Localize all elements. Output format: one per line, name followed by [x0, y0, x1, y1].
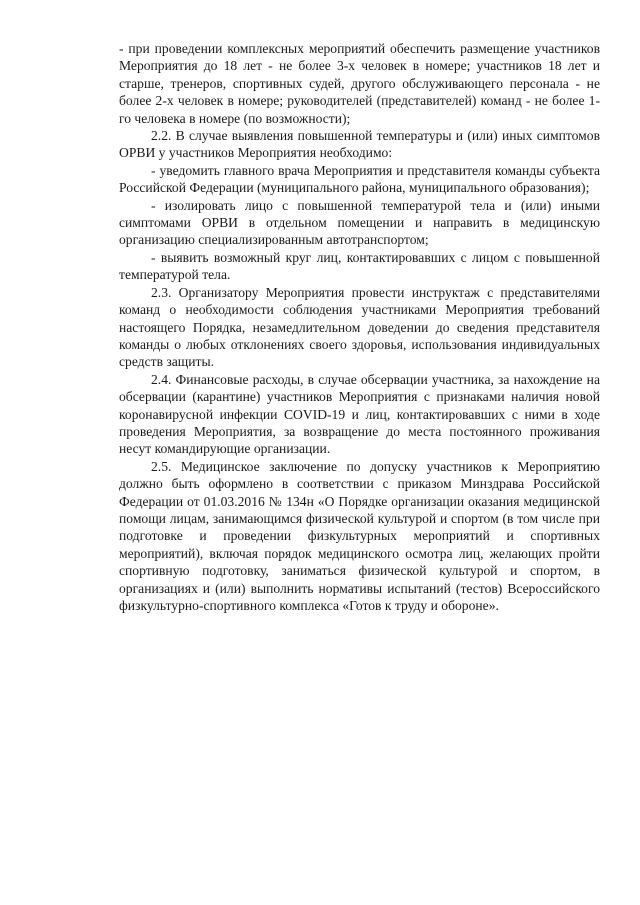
- paragraph-notify: - уведомить главного врача Мероприятия и представителя команды субъекта Российской Федерации (муниципального района, муниципального образования);: [119, 162, 600, 196]
- paragraph-2-4: 2.4. Финансовые расходы, в случае обсервации участника, за нахождение на обсервации (карантине) участников Мероприятия с признаками наличия новой коронавирусной инфекции COVID-19 и лиц, контактировавших с ними в ходе проведения Мероприятия, за возвращение до места постоянного проживания несут командирующие организации.: [119, 371, 600, 457]
- paragraph-identify-contacts: - выявить возможный круг лиц, контактировавших с лицом с повышенной температурой тела.: [119, 249, 600, 283]
- paragraph-accommodation: - при проведении комплексных мероприятий обеспечить размещение участников Мероприятия до 18 лет - не более 3-х человек в номере; участников 18 лет и старше, тренеров, спортивных судей, другого обслуживающего персонала - не более 2-х человек в номере; руководителей (представителей) команд - не более 1-го человека в номере (по возможности);: [119, 41, 600, 126]
- paragraph-isolate: - изолировать лицо с повышенной температурой тела и (или) иными симптомами ОРВИ в отдельном помещении и направить в медицинскую организацию специализированным автотранспортом;: [119, 197, 600, 248]
- paragraph-2-3: 2.3. Организатору Мероприятия провести инструктаж с представителями команд о необходимости соблюдения участниками Мероприятия требований настоящего Порядка, незамедлительном доведении до сведения представителя команды о любых отклонениях своего здоровья, использования индивидуальных средств защиты.: [119, 284, 600, 370]
- paragraph-2-2: 2.2. В случае выявления повышенной температуры и (или) иных симптомов ОРВИ у участников Мероприятия необходимо:: [119, 128, 600, 161]
- document-body: [119, 40, 600, 614]
- paragraph-2-5: 2.5. Медицинское заключение по допуску участников к Мероприятию должно быть оформлено в соответствии с приказом Минздрава Российской Федерации от 01.03.2016 № 134н «О Порядке организации оказания медицинской помощи лицам, занимающимся физической культурой и спортом (в том числе при подготовке и проведении физкультурных мероприятий и спортивных мероприятий), включая порядок медицинского осмотра лиц, желающих пройти спортивную подготовку, заниматься физической культурой и спортом, в организациях и (или) выполнить нормативы испытаний (тестов) Всероссийского физкультурно-спортивного комплекса «Готов к труду и обороне».: [119, 458, 600, 613]
